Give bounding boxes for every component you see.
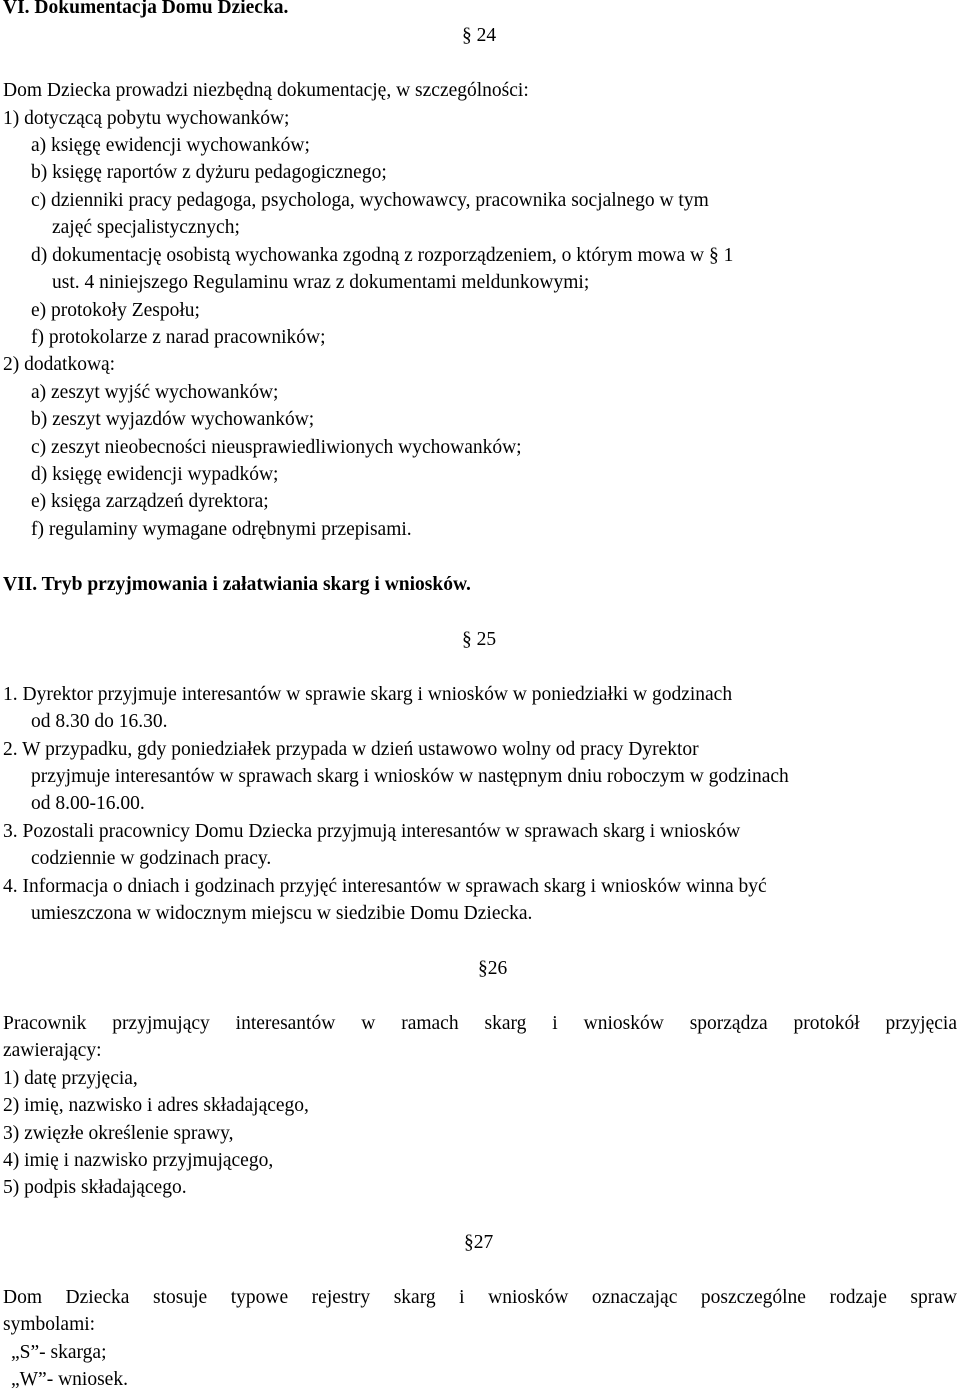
list-item: 4. Informacja o dniach i godzinach przyjęć interesantów w sprawach skarg i wniosków winna być bbox=[3, 876, 767, 897]
list-item: a) księgę ewidencji wychowanków; bbox=[31, 135, 310, 156]
list-item: 3) zwięzłe określenie sprawy, bbox=[3, 1123, 234, 1144]
list-item: d) dokumentację osobistą wychowanka zgodną z rozporządzeniem, o którym mowa w § 1 bbox=[31, 245, 734, 266]
list-item: 1) dotyczącą pobytu wychowanków; bbox=[3, 108, 290, 129]
paragraph-26-number: §26 bbox=[478, 958, 508, 979]
list-item: 2) dodatkową: bbox=[3, 354, 116, 375]
list-item: 5) podpis składającego. bbox=[3, 1177, 187, 1198]
list-item: przyjmuje interesantów w sprawach skarg i wniosków w następnym dniu roboczym w godzinach bbox=[31, 766, 789, 787]
list-item: b) księgę raportów z dyżuru pedagogicznego; bbox=[31, 162, 387, 183]
list-item: 1. Dyrektor przyjmuje interesantów w sprawie skarg i wniosków w poniedziałki w godzinach bbox=[3, 684, 733, 705]
list-item: codziennie w godzinach pracy. bbox=[31, 848, 272, 869]
list-item: 2) imię, nazwisko i adres składającego, bbox=[3, 1095, 309, 1116]
paragraph-26-text: zawierający: bbox=[3, 1040, 102, 1061]
list-item: c) dzienniki pracy pedagoga, psychologa, wychowawcy, pracownika socjalnego w tym bbox=[31, 190, 709, 211]
list-item: e) protokoły Zespołu; bbox=[31, 300, 200, 321]
list-item: umieszczona w widocznym miejscu w siedzibie Domu Dziecka. bbox=[31, 903, 533, 924]
list-item: e) księga zarządzeń dyrektora; bbox=[31, 491, 269, 512]
list-item: c) zeszyt nieobecności nieusprawiedliwionych wychowanków; bbox=[31, 437, 522, 458]
list-item: 4) imię i nazwisko przyjmującego, bbox=[3, 1150, 274, 1171]
list-item: 1) datę przyjęcia, bbox=[3, 1068, 138, 1089]
list-item: od 8.30 do 16.30. bbox=[31, 711, 168, 732]
list-item: a) zeszyt wyjść wychowanków; bbox=[31, 382, 279, 403]
list-item: f) protokolarze z narad pracowników; bbox=[31, 327, 326, 348]
section-7-heading: VII. Tryb przyjmowania i załatwiania skarg i wniosków. bbox=[3, 574, 471, 595]
section-6-heading: VI. Dokumentacja Domu Dziecka. bbox=[3, 0, 289, 18]
paragraph-27-text: symbolami: bbox=[3, 1314, 96, 1335]
paragraph-27-text: Dom Dziecka stosuje typowe rejestry skarg i wniosków oznaczając poszczególne rodzaje spraw bbox=[3, 1287, 957, 1308]
list-item: „W”- wniosek. bbox=[11, 1369, 128, 1390]
list-item: 2. W przypadku, gdy poniedziałek przypada w dzień ustawowo wolny od pracy Dyrektor bbox=[3, 739, 699, 760]
list-item: f) regulaminy wymagane odrębnymi przepisami. bbox=[31, 519, 412, 540]
paragraph-24-number: § 24 bbox=[462, 25, 497, 46]
list-item: 3. Pozostali pracownicy Domu Dziecka przyjmują interesantów w sprawach skarg i wniosków bbox=[3, 821, 741, 842]
list-item: b) zeszyt wyjazdów wychowanków; bbox=[31, 409, 315, 430]
section-6-intro: Dom Dziecka prowadzi niezbędną dokumentację, w szczególności: bbox=[3, 80, 529, 101]
list-item: zajęć specjalistycznych; bbox=[52, 217, 240, 238]
list-item: „S”- skarga; bbox=[11, 1342, 107, 1363]
paragraph-25-number: § 25 bbox=[462, 629, 497, 650]
paragraph-27-number: §27 bbox=[464, 1232, 494, 1253]
paragraph-26-text: Pracownik przyjmujący interesantów w ramach skarg i wniosków sporządza protokół przyjęcia bbox=[3, 1013, 957, 1034]
list-item: od 8.00-16.00. bbox=[31, 793, 145, 814]
list-item: ust. 4 niniejszego Regulaminu wraz z dokumentami meldunkowymi; bbox=[52, 272, 590, 293]
list-item: d) księgę ewidencji wypadków; bbox=[31, 464, 279, 485]
